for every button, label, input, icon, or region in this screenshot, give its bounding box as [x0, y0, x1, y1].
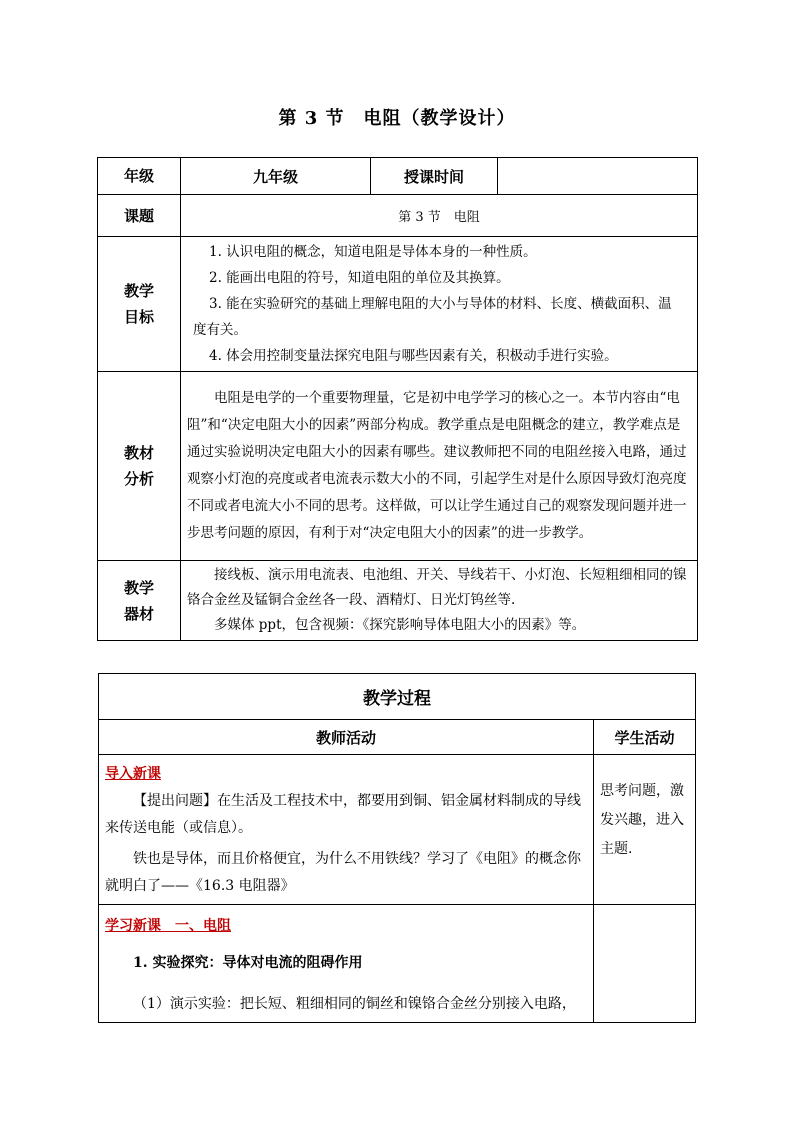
goals-label-line-1: 教学: [123, 282, 154, 300]
equipment-text: 接线板、演示用电流表、电池组、开关、导线若干、小灯泡、长短粗细相同的镍铬合金丝及锰铜合金丝各一段、酒精灯、日光灯钨丝等.: [187, 567, 687, 608]
time-value: [498, 158, 698, 195]
goal-item: 4. 体会用控制变量法探究电阻与哪些因素有关，积极动手进行实验。: [209, 348, 618, 364]
student-new-lesson-cell: [594, 905, 696, 1023]
intro-heading: 导入新课: [105, 766, 161, 782]
student-activity-header: 学生活动: [594, 720, 696, 755]
experiment-title: 1. 实验探究：导体对电流的阻碍作用: [133, 955, 363, 971]
equipment-text: 多媒体 ppt，包含视频：《探究影响导体电阻大小的因素》等。: [214, 617, 586, 633]
student-intro-cell: [594, 755, 696, 905]
grade-value: 九年级: [181, 158, 371, 195]
teaching-process-table: [98, 673, 696, 1023]
equipment-label: [98, 561, 181, 641]
document-title: 第 3 节 电阻（教学设计）: [278, 108, 516, 129]
new-lesson-cell: [99, 905, 594, 1023]
goal-item: 度有关。: [193, 322, 247, 338]
analysis-label-line-1: 教材: [123, 444, 154, 462]
equipment-cell: [181, 561, 698, 641]
intro-cell: [99, 755, 594, 905]
equipment-label-line-2: 器材: [123, 604, 154, 623]
equipment-label-line-1: 教学: [123, 578, 154, 597]
goals-label: [98, 237, 181, 372]
intro-paragraph-2: 铁也是导体，而且价格便宜，为什么不用铁线？学习了《电阻》的概念你就明白了——《16.3 电阻器》: [105, 851, 581, 894]
time-label: 授课时间: [371, 158, 498, 195]
goals-cell: [181, 237, 698, 372]
goal-item: 2. 能画出电阻的符号，知道电阻的单位及其换算。: [209, 270, 510, 286]
goals-label-line-2: 目标: [123, 308, 154, 326]
student-intro-text: 思考问题，激发兴趣，进入主题.: [600, 783, 684, 857]
topic-label: 课题: [98, 195, 181, 237]
lesson-info-table: [97, 157, 698, 641]
analysis-text: 电阻是电学的一个重要物理量，它是初中电学学习的核心之一。本节内容由“电阻”和“决定电阻大小的因素”两部分构成。教学重点是电阻概念的建立，教学难点是通过实验说明决定电阻大小的因素有哪些。建议教师把不同的电阻丝接入电路，通过观察小灯泡的亮度或者电流表示数大小的不同，引起学生对是什么原因导致灯泡亮度不同或者电流大小不同的思考。这样做，可以让学生通过自己的观察发现问题并进一步思考问题的原因，有利于对“决定电阻大小的因素”的进一步教学。: [187, 390, 687, 541]
process-title: 教学过程: [99, 674, 696, 720]
analysis-label-line-2: 分析: [123, 470, 154, 488]
teacher-activity-header: 教师活动: [99, 720, 594, 755]
analysis-label: [98, 372, 181, 561]
experiment-step: （1）演示实验：把长短、粗细相同的铜丝和镍铬合金丝分别接入电路，: [133, 996, 576, 1012]
new-lesson-heading: 学习新课 一、电阻: [105, 918, 231, 934]
topic-value: 第 3 节 电阻: [181, 195, 698, 237]
goal-item: 1. 认识电阻的概念，知道电阻是导体本身的一种性质。: [209, 244, 537, 260]
analysis-cell: [181, 372, 698, 561]
goal-item: 3. 能在实验研究的基础上理解电阻的大小与导体的材料、长度、横截面积、温: [209, 296, 672, 312]
intro-paragraph-1: 【提出问题】在生活及工程技术中，都要用到铜、铝金属材料制成的导线来传送电能（或信息）。: [105, 793, 581, 836]
grade-label: 年级: [98, 158, 181, 195]
